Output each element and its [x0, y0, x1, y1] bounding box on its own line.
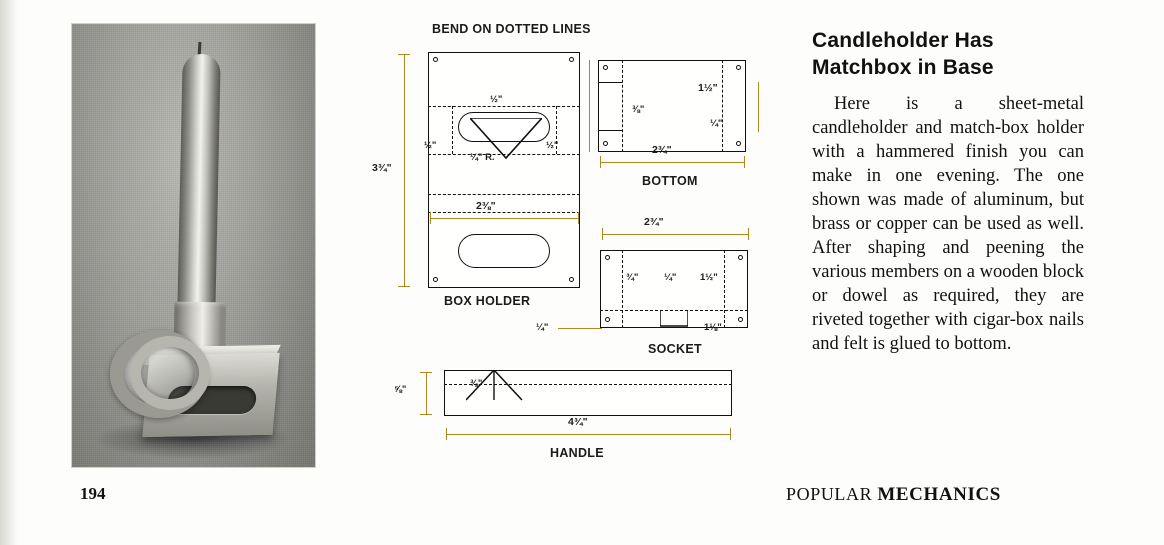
rivet: [433, 277, 438, 282]
dim-bottom-width: 2¾": [652, 144, 672, 156]
page-number: 194: [80, 484, 106, 503]
dim-box-holder-width: 2⅜": [476, 200, 496, 212]
dim-line-so-left: [558, 328, 602, 329]
dim-socket-c: 1½": [700, 272, 718, 283]
dim-line-ha-length: [446, 434, 730, 435]
dim-socket-width: 2¾": [644, 216, 664, 228]
dim-bottom-height: 1½": [698, 82, 718, 94]
rivet: [603, 65, 608, 70]
dim-line-bo-left: [589, 60, 590, 152]
bend-line-bo-1: [622, 60, 623, 152]
dim-tick: [602, 228, 603, 240]
bottom-notch-1: [598, 82, 622, 83]
magazine-name: [786, 484, 1001, 506]
dim-line-ha-height: [426, 372, 427, 414]
dim-tick: [446, 428, 447, 440]
dim-tick: [748, 228, 749, 240]
bend-line-bh-3: [428, 212, 580, 213]
article-body: Here is a sheet-metal candleholder and match-box holder with a hammered finish you can make in one evening. The one shown was made of aluminum, but brass or copper can be used as well. After shaping and peening the various members on a wooden block or dowel as required, they are riveted together with cigar-box nails and felt is glued to bottom.: [812, 93, 1084, 355]
dim-socket-right: 1⅛": [704, 322, 722, 333]
dim-tick: [600, 156, 601, 168]
bend-line-bh-2: [428, 194, 580, 195]
dim-tick: [578, 212, 579, 224]
rivet: [433, 57, 438, 62]
part-label-box-holder: BOX HOLDER: [444, 294, 531, 308]
dim-tick: [398, 54, 410, 55]
dim-tick: [420, 414, 432, 415]
dim-box-holder-radius: ¼" R.: [470, 152, 495, 163]
dim-tick: [744, 156, 745, 168]
dim-socket-a: ¾": [626, 272, 639, 283]
dim-bottom-tab: ⅜": [632, 104, 645, 115]
dim-line-so-width: [602, 234, 748, 235]
dim-tick: [420, 372, 432, 373]
magazine-name-prefix: POPULAR: [786, 484, 873, 504]
box-holder-lower-slot: [458, 234, 550, 268]
dim-box-holder-right-tab: ½": [546, 140, 559, 151]
rivet: [738, 317, 743, 322]
headline-line-1: Candleholder Has: [812, 29, 994, 52]
bottom-notch-2: [598, 130, 622, 131]
dim-handle-hole: ⅜": [470, 378, 483, 389]
rivet: [736, 141, 741, 146]
candle: [177, 54, 220, 317]
part-label-handle: HANDLE: [550, 446, 604, 460]
bend-line-bh-4: [452, 106, 453, 154]
diagram-title: BEND ON DOTTED LINES: [432, 22, 591, 36]
dim-tick: [398, 286, 410, 287]
dim-tick: [730, 428, 731, 440]
rivet: [603, 141, 608, 146]
handle-ring-inner: [130, 336, 210, 410]
page-edge-shading: [0, 0, 18, 545]
rivet: [569, 277, 574, 282]
magazine-name-suffix: MECHANICS: [877, 484, 1001, 505]
dim-handle-height: ⅝": [394, 384, 407, 395]
bend-line-bo-2: [722, 60, 723, 152]
rivet: [736, 65, 741, 70]
dim-socket-left: ¼": [536, 322, 549, 333]
dim-line-bh-width: [430, 218, 578, 219]
socket-tab-notch: [660, 310, 688, 328]
dim-line-bh-height: [404, 54, 405, 286]
dim-tick: [430, 212, 431, 224]
part-label-bottom: BOTTOM: [642, 174, 698, 188]
dim-box-holder-slot-width: ½": [490, 94, 503, 105]
dim-box-holder-left-tab: ½": [424, 140, 437, 151]
dim-bottom-small: ¼": [710, 118, 723, 129]
bend-line-so-2: [724, 250, 725, 328]
dim-line-bo-height: [758, 82, 759, 132]
construction-diagram: [360, 22, 780, 477]
bend-line-bh-1: [428, 106, 580, 107]
dim-handle-length: 4¾": [568, 416, 588, 428]
headline-line-2: Matchbox in Base: [812, 55, 994, 79]
article-text-column: [812, 28, 1084, 356]
rivet: [605, 317, 610, 322]
rivet: [569, 57, 574, 62]
page-title: [812, 28, 1084, 82]
candleholder-photograph: [72, 24, 315, 467]
rivet: [605, 255, 610, 260]
bottom-plate: [598, 60, 746, 152]
rivet: [738, 255, 743, 260]
part-label-socket: SOCKET: [648, 342, 702, 356]
dim-socket-b: ¼": [664, 272, 677, 283]
bend-line-so-1: [622, 250, 623, 328]
dim-line-bo-width: [600, 162, 744, 163]
dim-box-holder-height: 3¾": [372, 162, 392, 174]
